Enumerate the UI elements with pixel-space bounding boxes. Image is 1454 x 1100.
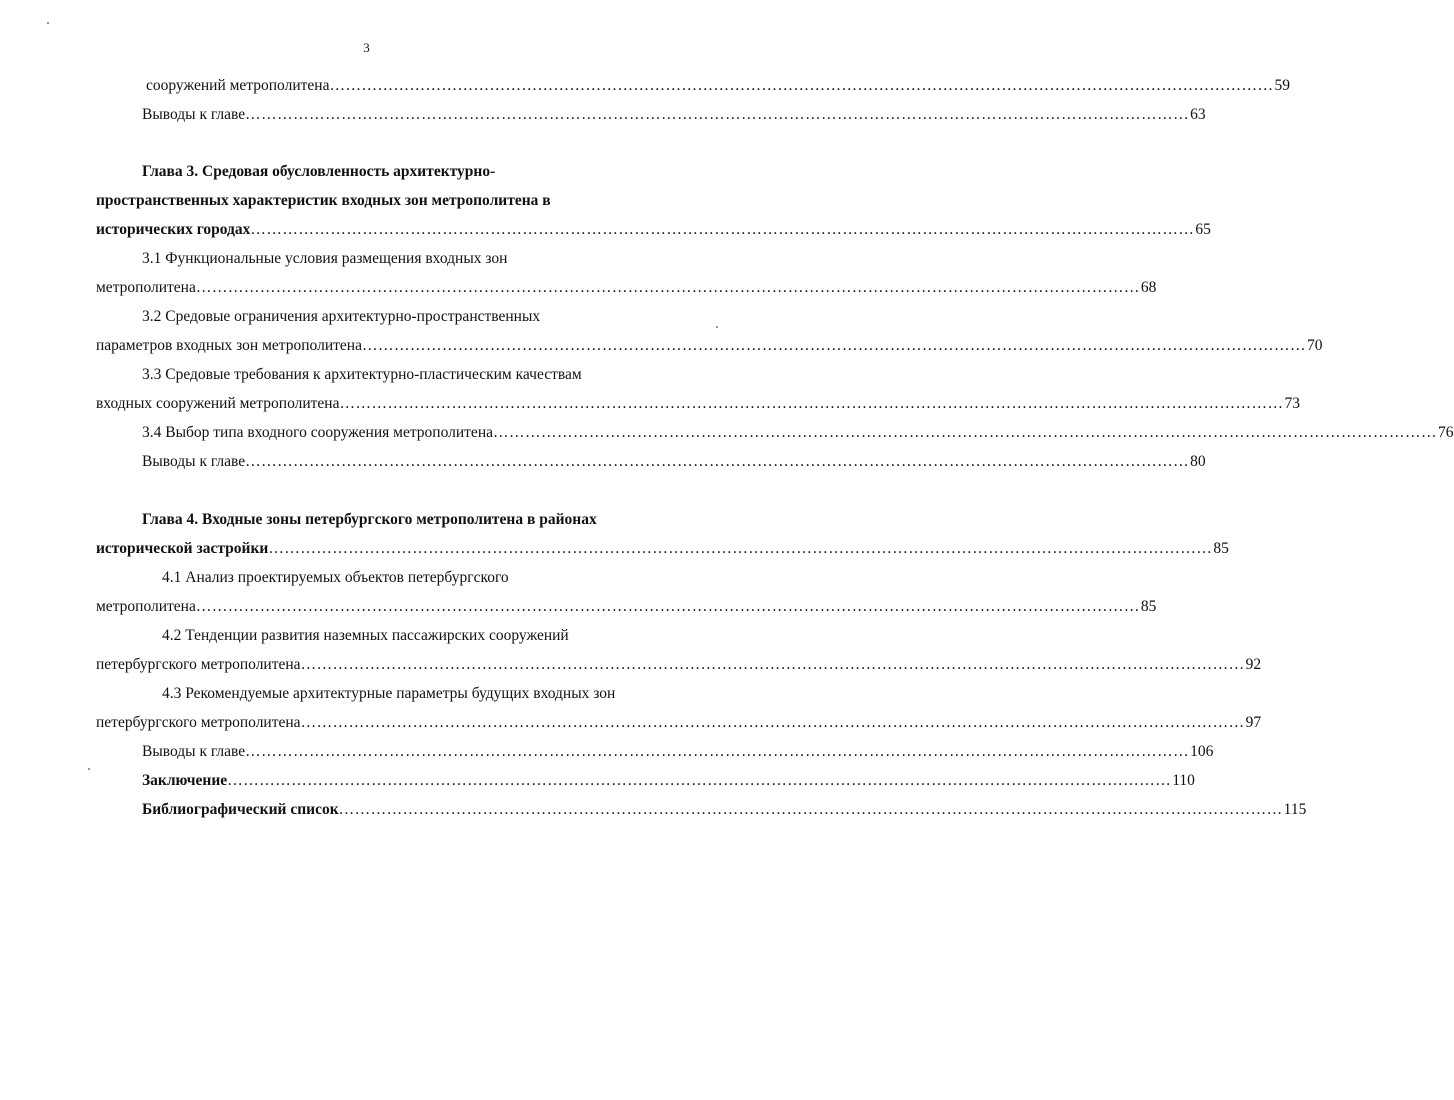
toc-entry-title: Выводы к главе — [142, 106, 246, 123]
toc-entry — [142, 452, 1206, 472]
toc-entry-chapter-3 — [96, 220, 1211, 240]
toc-leader-dots: …………………………………………………………………………………………………………………………………………………………… — [245, 106, 1190, 123]
section-3-2-title: 3.2 Средовые ограничения архитектурно-пространственных — [142, 308, 541, 325]
toc-entry — [96, 713, 1262, 733]
toc-leader-dots: …………………………………………………………………………………………………………………………………………………………… — [300, 656, 1245, 673]
toc-entry — [142, 105, 1206, 125]
toc-page-number: 80 — [1190, 453, 1206, 470]
toc-entry-title: входных сооружений метрополитена — [96, 395, 340, 412]
toc-entry — [142, 742, 1214, 762]
toc-entry-title: Выводы к главе — [142, 743, 246, 760]
toc-leader-dots: …………………………………………………………………………………………………………………………………………………………… — [250, 221, 1195, 238]
toc-leader-dots: …………………………………………………………………………………………………………………………………………………………… — [329, 77, 1274, 94]
toc-entry — [142, 423, 1454, 443]
toc-entry-title: метрополитена — [96, 598, 196, 615]
toc-page-number: 70 — [1306, 337, 1323, 354]
section-4-2-title: 4.2 Тенденции развития наземных пассажирских сооружений — [162, 627, 569, 644]
toc-page-number: 115 — [1283, 801, 1307, 818]
toc-page-number: 106 — [1190, 743, 1214, 760]
toc-page-number: 76 — [1438, 424, 1454, 441]
toc-entry — [96, 394, 1300, 414]
toc-entry-title: 3.4 Выбор типа входного сооружения метрополитена — [142, 424, 493, 441]
toc-entry-title: Заключение — [142, 772, 228, 789]
toc-page-number: 85 — [1213, 540, 1229, 557]
toc-leader-dots: …………………………………………………………………………………………………………………………………………………………… — [227, 772, 1172, 789]
toc-page-number: 59 — [1274, 77, 1290, 94]
toc-page-number: 85 — [1140, 598, 1157, 615]
toc-leader-dots: …………………………………………………………………………………………………………………………………………………………… — [338, 801, 1283, 818]
toc-entry-title: сооружений метрополитена — [146, 77, 330, 94]
toc-page-number: 92 — [1245, 656, 1262, 673]
toc-leader-dots: …………………………………………………………………………………………………………………………………………………………… — [245, 453, 1190, 470]
scan-speck — [47, 22, 49, 24]
toc-entry-bibliography — [142, 800, 1307, 820]
toc-leader-dots: …………………………………………………………………………………………………………………………………………………………… — [300, 714, 1245, 731]
toc-entry-title: Библиографический список — [142, 801, 339, 818]
section-3-3-title: 3.3 Средовые требования к архитектурно-пластическим качествам — [142, 366, 582, 383]
toc-entry-title: Выводы к главе — [142, 453, 246, 470]
toc-entry-title: исторических городах — [96, 221, 251, 238]
toc-page-number: 73 — [1284, 395, 1300, 412]
toc-entry — [96, 597, 1157, 617]
toc-leader-dots: …………………………………………………………………………………………………………………………………………………………… — [195, 598, 1140, 615]
toc-leader-dots: …………………………………………………………………………………………………………………………………………………………… — [361, 337, 1306, 354]
scan-speck — [88, 768, 90, 770]
toc-page-number: 68 — [1140, 279, 1157, 296]
toc-entry — [96, 278, 1157, 298]
toc-entry — [96, 655, 1262, 675]
section-3-1-title: 3.1 Функциональные условия размещения входных зон — [142, 250, 508, 267]
toc-page-number: 65 — [1195, 221, 1211, 238]
toc-page-number: 110 — [1172, 772, 1195, 789]
toc-entry-title: метрополитена — [96, 279, 196, 296]
toc-entry-title: исторической застройки — [96, 540, 269, 557]
chapter-4-heading-line: Глава 4. Входные зоны петербургского метрополитена в районах — [142, 511, 597, 528]
toc-entry-title: петербургского метрополитена — [96, 656, 301, 673]
toc-entry-chapter-4 — [96, 539, 1229, 559]
toc-leader-dots: …………………………………………………………………………………………………………………………………………………………… — [245, 743, 1190, 760]
section-4-1-title: 4.1 Анализ проектируемых объектов петербургского — [162, 569, 509, 586]
toc-entry-conclusion — [142, 771, 1195, 791]
toc-leader-dots: …………………………………………………………………………………………………………………………………………………………… — [268, 540, 1213, 557]
toc-entry-title: параметров входных зон метрополитена — [96, 337, 362, 354]
toc-leader-dots: …………………………………………………………………………………………………………………………………………………………… — [339, 395, 1284, 412]
toc-page-number: 97 — [1245, 714, 1262, 731]
toc-entry — [146, 76, 1290, 96]
toc-page-number: 63 — [1190, 106, 1206, 123]
section-4-3-title: 4.3 Рекомендуемые архитектурные параметры будущих входных зон — [162, 685, 616, 702]
scan-speck — [716, 326, 718, 328]
toc-entry — [96, 336, 1323, 356]
chapter-3-heading-line: Глава 3. Средовая обусловленность архитектурно- — [142, 163, 496, 180]
toc-entry-title: петербургского метрополитена — [96, 714, 301, 731]
toc-leader-dots: …………………………………………………………………………………………………………………………………………………………… — [493, 424, 1437, 441]
toc-leader-dots: …………………………………………………………………………………………………………………………………………………………… — [195, 279, 1140, 296]
chapter-3-heading-line: пространственных характеристик входных зон метрополитена в — [96, 192, 551, 209]
page-number: 3 — [363, 40, 370, 55]
